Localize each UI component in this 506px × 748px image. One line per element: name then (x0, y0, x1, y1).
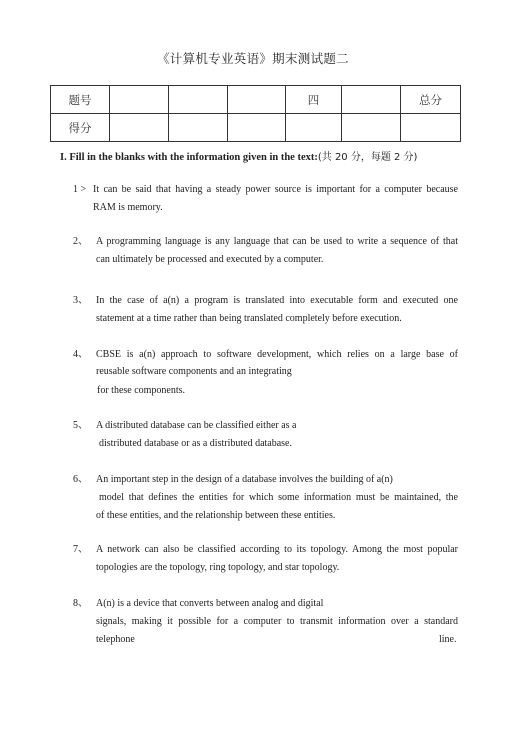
section-heading-text: I. Fill in the blanks with the information given in the text: (60, 152, 318, 163)
score-cell-total: 总分 (401, 86, 461, 114)
question-line: In the case of a(n) a program is translated into executable form and executed one (96, 295, 458, 306)
question-line: reusable software components and an integrating (96, 366, 292, 377)
section-heading (60, 148, 417, 163)
question-number: 5、 (73, 420, 88, 431)
question-line: topologies are the topology, ring topology, and star topology. (96, 562, 340, 573)
question-line: A distributed database can be classified either as a (96, 420, 297, 431)
score-cell (169, 114, 228, 142)
question-line: telephone (96, 634, 135, 645)
question-7 (73, 542, 458, 574)
question-line: An important step in the design of a database involves the building of a(n) (96, 474, 393, 485)
question-number: 7、 (73, 544, 88, 555)
score-cell (110, 86, 169, 114)
score-cell (110, 114, 169, 142)
question-number: 4、 (73, 349, 88, 360)
score-table-score-row (51, 114, 461, 142)
question-5 (73, 418, 458, 450)
question-8 (73, 596, 458, 646)
score-cell (228, 86, 286, 114)
score-cell-label: 得分 (51, 114, 110, 142)
question-line: A programming language is any language that can be used to write a sequence of that (96, 236, 458, 247)
question-line: A network can also be classified according to its topology. Among the most popular (96, 544, 458, 555)
question-line: CBSE is a(n) approach to software development, which relies on a large base of (96, 349, 458, 360)
question-line: signals, making it possible for a computer to transmit information over a standard (96, 616, 458, 627)
score-cell (286, 114, 342, 142)
score-cell (169, 86, 228, 114)
page-title: 《计算机专业英语》期末测试题二 (156, 51, 349, 66)
score-cell-label: 题号 (51, 86, 110, 114)
question-2 (73, 234, 458, 266)
question-line: statement at a time rather than being translated completely before execution. (96, 313, 402, 324)
question-line: for these components. (97, 385, 186, 396)
question-6 (73, 472, 458, 522)
question-line: distributed database or as a distributed database. (99, 438, 292, 449)
question-line: model that defines the entities for which some information must be maintained, the (99, 492, 458, 503)
score-table (50, 85, 461, 142)
question-3 (73, 293, 458, 325)
score-table-header-row (51, 86, 461, 114)
question-number: 1 > (73, 184, 87, 195)
question-number: 6、 (73, 474, 88, 485)
question-line: It can be said that having a steady power source is important for a computer because (93, 184, 458, 195)
section-heading-note: (共 20 分，每题 2 分) (317, 152, 418, 163)
question-line: RAM is memory. (93, 202, 163, 213)
score-cell (228, 114, 286, 142)
question-line: can ultimately be processed and executed by a computer. (96, 254, 324, 265)
question-line: A(n) is a device that converts between analog and digital (96, 598, 324, 609)
question-line: of these entities, and the relationship between these entities. (96, 510, 336, 521)
question-4 (73, 347, 458, 397)
question-number: 8、 (73, 598, 88, 609)
score-cell: 四 (286, 86, 342, 114)
score-cell (401, 114, 461, 142)
question-1 (73, 182, 458, 214)
score-cell (342, 86, 401, 114)
question-number: 3、 (73, 295, 88, 306)
score-cell (342, 114, 401, 142)
question-line: line. (439, 634, 457, 645)
question-number: 2、 (73, 236, 88, 247)
